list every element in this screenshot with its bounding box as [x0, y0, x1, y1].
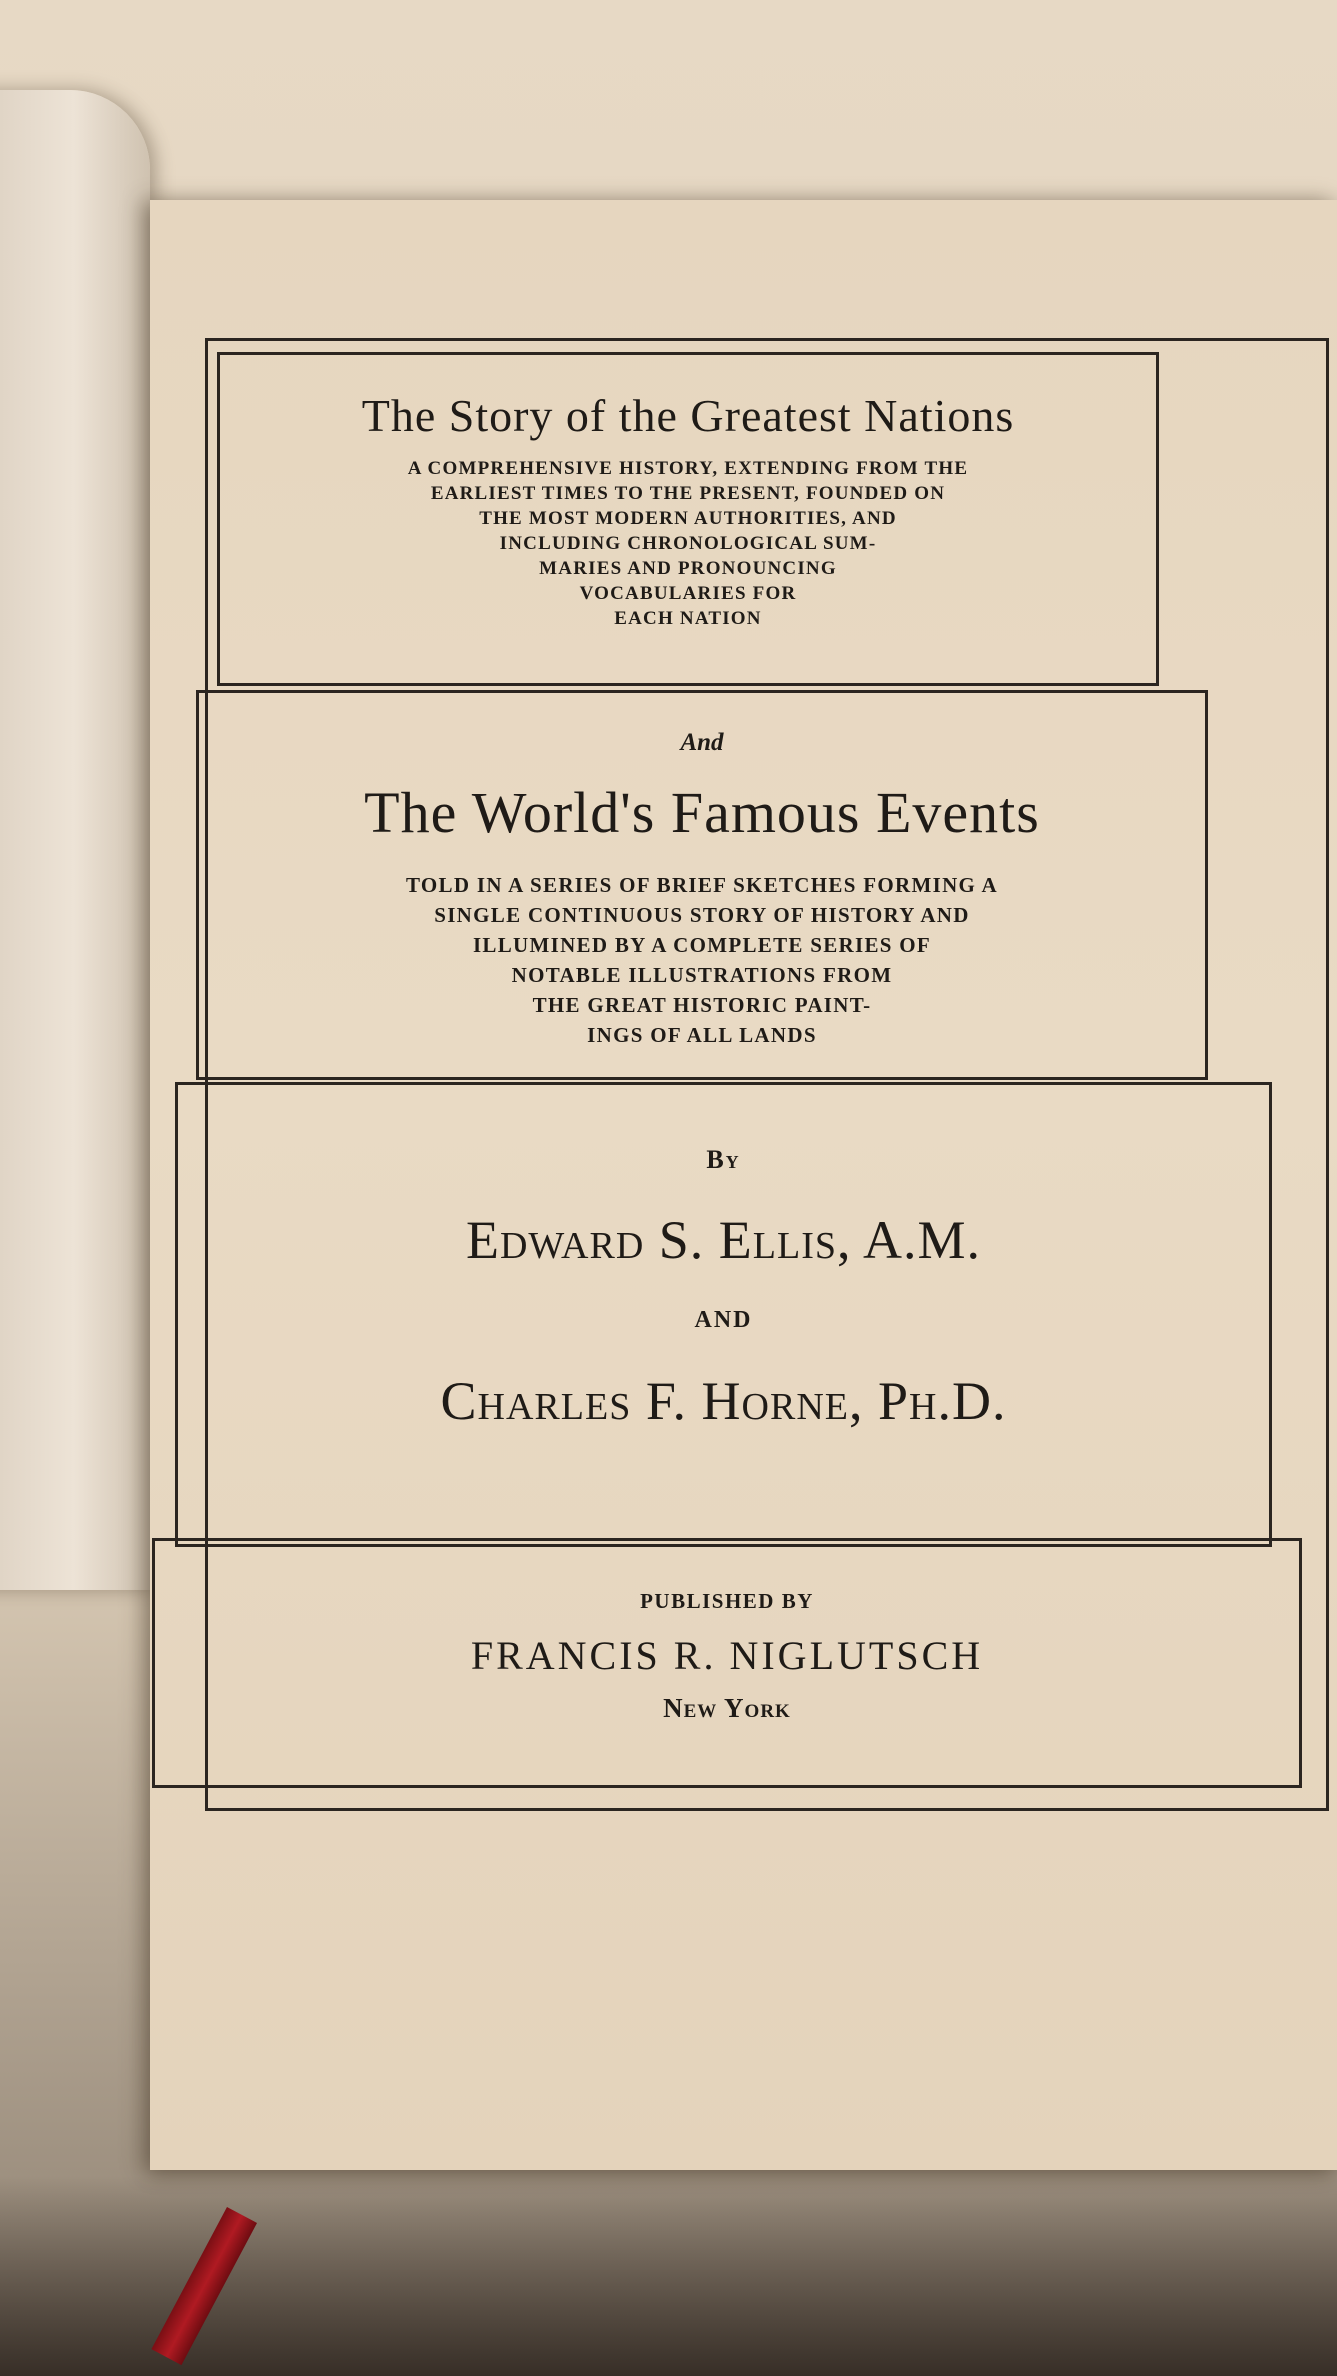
author-horne: Charles F. Horne, Ph.D. — [440, 1371, 1007, 1431]
subtitle-1-line: VOCABULARIES FOR — [579, 583, 797, 604]
subtitle-1-line: EACH NATION — [614, 608, 762, 629]
book-title-2: The World's Famous Events — [364, 780, 1040, 845]
author-ellis: Edward S. Ellis, A.M. — [465, 1210, 982, 1270]
published-by-label: PUBLISHED BY — [640, 1589, 814, 1613]
facing-page-edge — [0, 90, 150, 1590]
subtitle-2-line: NOTABLE ILLUSTRATIONS FROM — [511, 963, 893, 987]
subtitle-2-line: ILLUMINED BY A COMPLETE SERIES OF — [472, 933, 932, 957]
subtitle-1-line: THE MOST MODERN AUTHORITIES, AND — [479, 508, 897, 529]
publisher-name: FRANCIS R. NIGLUTSCH — [470, 1633, 984, 1678]
publisher-box — [152, 1538, 1302, 1788]
subtitle-2-line: INGS OF ALL LANDS — [587, 1023, 817, 1047]
by-label: By — [706, 1145, 741, 1174]
and-label: AND — [694, 1307, 753, 1333]
subtitle-2-line: TOLD IN A SERIES OF BRIEF SKETCHES FORMING A — [405, 873, 999, 897]
authors-box — [175, 1082, 1272, 1547]
book-title-1: The Story of the Greatest Nations — [361, 390, 1015, 441]
subtitle-2-line: THE GREAT HISTORIC PAINT- — [532, 993, 872, 1017]
subtitle-1-line: INCLUDING CHRONOLOGICAL SUM- — [499, 533, 877, 554]
subtitle-1-line: A COMPREHENSIVE HISTORY, EXTENDING FROM THE — [407, 458, 969, 479]
subtitle-1-line: EARLIEST TIMES TO THE PRESENT, FOUNDED ON — [430, 483, 946, 504]
conjunction-and-italic: And — [680, 729, 724, 756]
title-box-greatest-nations — [217, 352, 1159, 686]
subtitle-1-line: MARIES AND PRONOUNCING — [539, 558, 837, 579]
subtitle-2-line: SINGLE CONTINUOUS STORY OF HISTORY AND — [434, 903, 970, 927]
publisher-city: New York — [663, 1693, 791, 1723]
title-box-famous-events — [196, 690, 1208, 1080]
